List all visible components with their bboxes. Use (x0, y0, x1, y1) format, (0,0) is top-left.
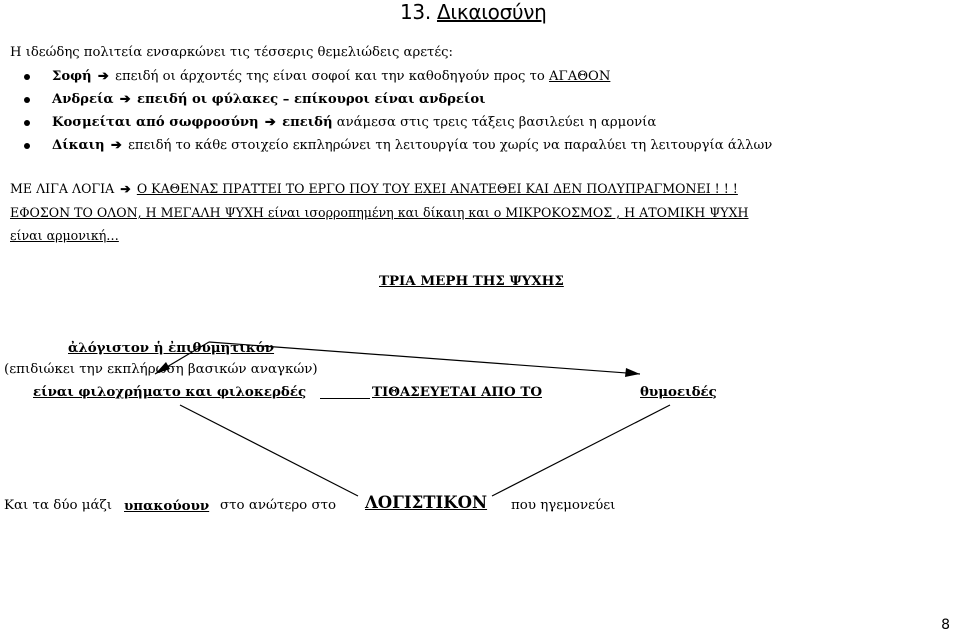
in-few-words-rest: Ο ΚΑΘΕΝΑΣ ΠΡΑΤΤΕΙ ΤΟ ΕΡΓΟ ΠΟΥ ΤΟΥ ΕΧΕΙ ΑΝΑΤΕΘΕΙ ΚΑΙ ΔΕΝ ΠΟΛΥΠΡΑΓΜΟΝΕΙ ! ! ! (136, 181, 738, 196)
in-few-words-line (10, 180, 738, 198)
in-few-words-lead: ΜΕ ΛΙΓΑ ΛΟΓΙΑ (10, 181, 115, 196)
title-text: Δικαιοσύνη (436, 0, 547, 24)
bullet-icon (24, 120, 30, 126)
since-whole-line1: ΕΦΟΣΟΝ ΤΟ ΟΛΟΝ, Η ΜΕΓΑΛΗ ΨΥΧΗ είναι ισορροπημένη και δίκαιη και ο ΜΙΚΡΟΚΟΣΜΟΣ , Η ΑΤΟΜΙΚΗ ΨΥΧΗ (10, 205, 749, 220)
arrow-right-icon: ➔ (110, 138, 122, 153)
bullet-icon (24, 74, 30, 80)
intro-text: Η ιδεώδης πολιτεία ενσαρκώνει τις τέσσερις θεμελιώδεις αρετές: (10, 45, 453, 60)
virtue-underlined: ΑΓΑΘΟΝ (549, 69, 611, 84)
thymoeides-label: θυμοειδές (640, 384, 717, 400)
bottom-obey: υπακούουν (124, 498, 210, 514)
connector-underline (320, 398, 370, 399)
bullet-icon (24, 143, 30, 149)
virtue-name: Σοφή (52, 69, 92, 84)
virtue-name: Ανδρεία (52, 92, 114, 107)
three-parts-heading: ΤΡΙΑ ΜΕΡΗ ΤΗΣ ΨΥΧΗΣ (379, 273, 564, 289)
virtue-text-bold: επειδή (282, 115, 333, 130)
virtues-list (24, 68, 772, 160)
virtue-name: Δίκαιη (52, 138, 105, 153)
virtue-text: επειδή οι άρχοντές της είναι σοφοί και την καθοδηγούν προς το (115, 69, 545, 84)
arrow-right-icon: ➔ (119, 92, 131, 107)
virtue-text: ανάμεσα στις τρεις τάξεις βασιλεύει η αρμονία (336, 115, 657, 130)
virtue-text: επειδή το κάθε στοιχείο εκπληρώνει τη λειτουργία του χωρίς να παραλύει τη λειτουργία άλλων (128, 138, 773, 153)
virtue-item-brave (24, 91, 772, 114)
arrow-head-right (625, 368, 640, 377)
bottom-suffix: που ηγεμονεύει (511, 498, 616, 513)
bottom-middle: στο ανώτερο στο (220, 498, 337, 513)
page-number: 8 (941, 617, 950, 633)
subordinates-label: ΤΙΘΑΣΕΥΕΤΑΙ ΑΠΟ ΤΟ (372, 384, 542, 400)
virtue-item-wise (24, 68, 772, 91)
virtue-text: επειδή οι φύλακες – επίκουροι είναι ανδρείοι (136, 92, 486, 107)
arrow-right-icon: ➔ (97, 69, 109, 84)
alogiston-note: (επιδιώκει την εκπλήρωση βασικών αναγκών) (4, 362, 318, 377)
converge-line-right (492, 405, 670, 496)
bottom-prefix: Και τα δύο μάζι (4, 498, 113, 513)
alogiston-label: ἀλόγιστον ἡ ἐπιθυμητικόν (68, 340, 275, 356)
alogiston-desc: είναι φιλοχρήματο και φιλοκερδές (33, 384, 307, 400)
arrow-right-icon: ➔ (264, 115, 276, 130)
arrow-right-icon: ➔ (120, 181, 131, 196)
virtue-name: Κοσμείται από σωφροσύνη (52, 115, 259, 130)
since-whole-line2: είναι αρμονική… (10, 228, 119, 243)
bullet-icon (24, 97, 30, 103)
title-number: 13. (400, 0, 431, 24)
virtue-item-just (24, 137, 772, 160)
logistikon-label: ΛΟΓΙΣΤΙΚΟΝ (365, 493, 488, 512)
page-title (400, 0, 547, 24)
virtue-item-temperance (24, 114, 772, 137)
converge-line-left (180, 405, 358, 496)
